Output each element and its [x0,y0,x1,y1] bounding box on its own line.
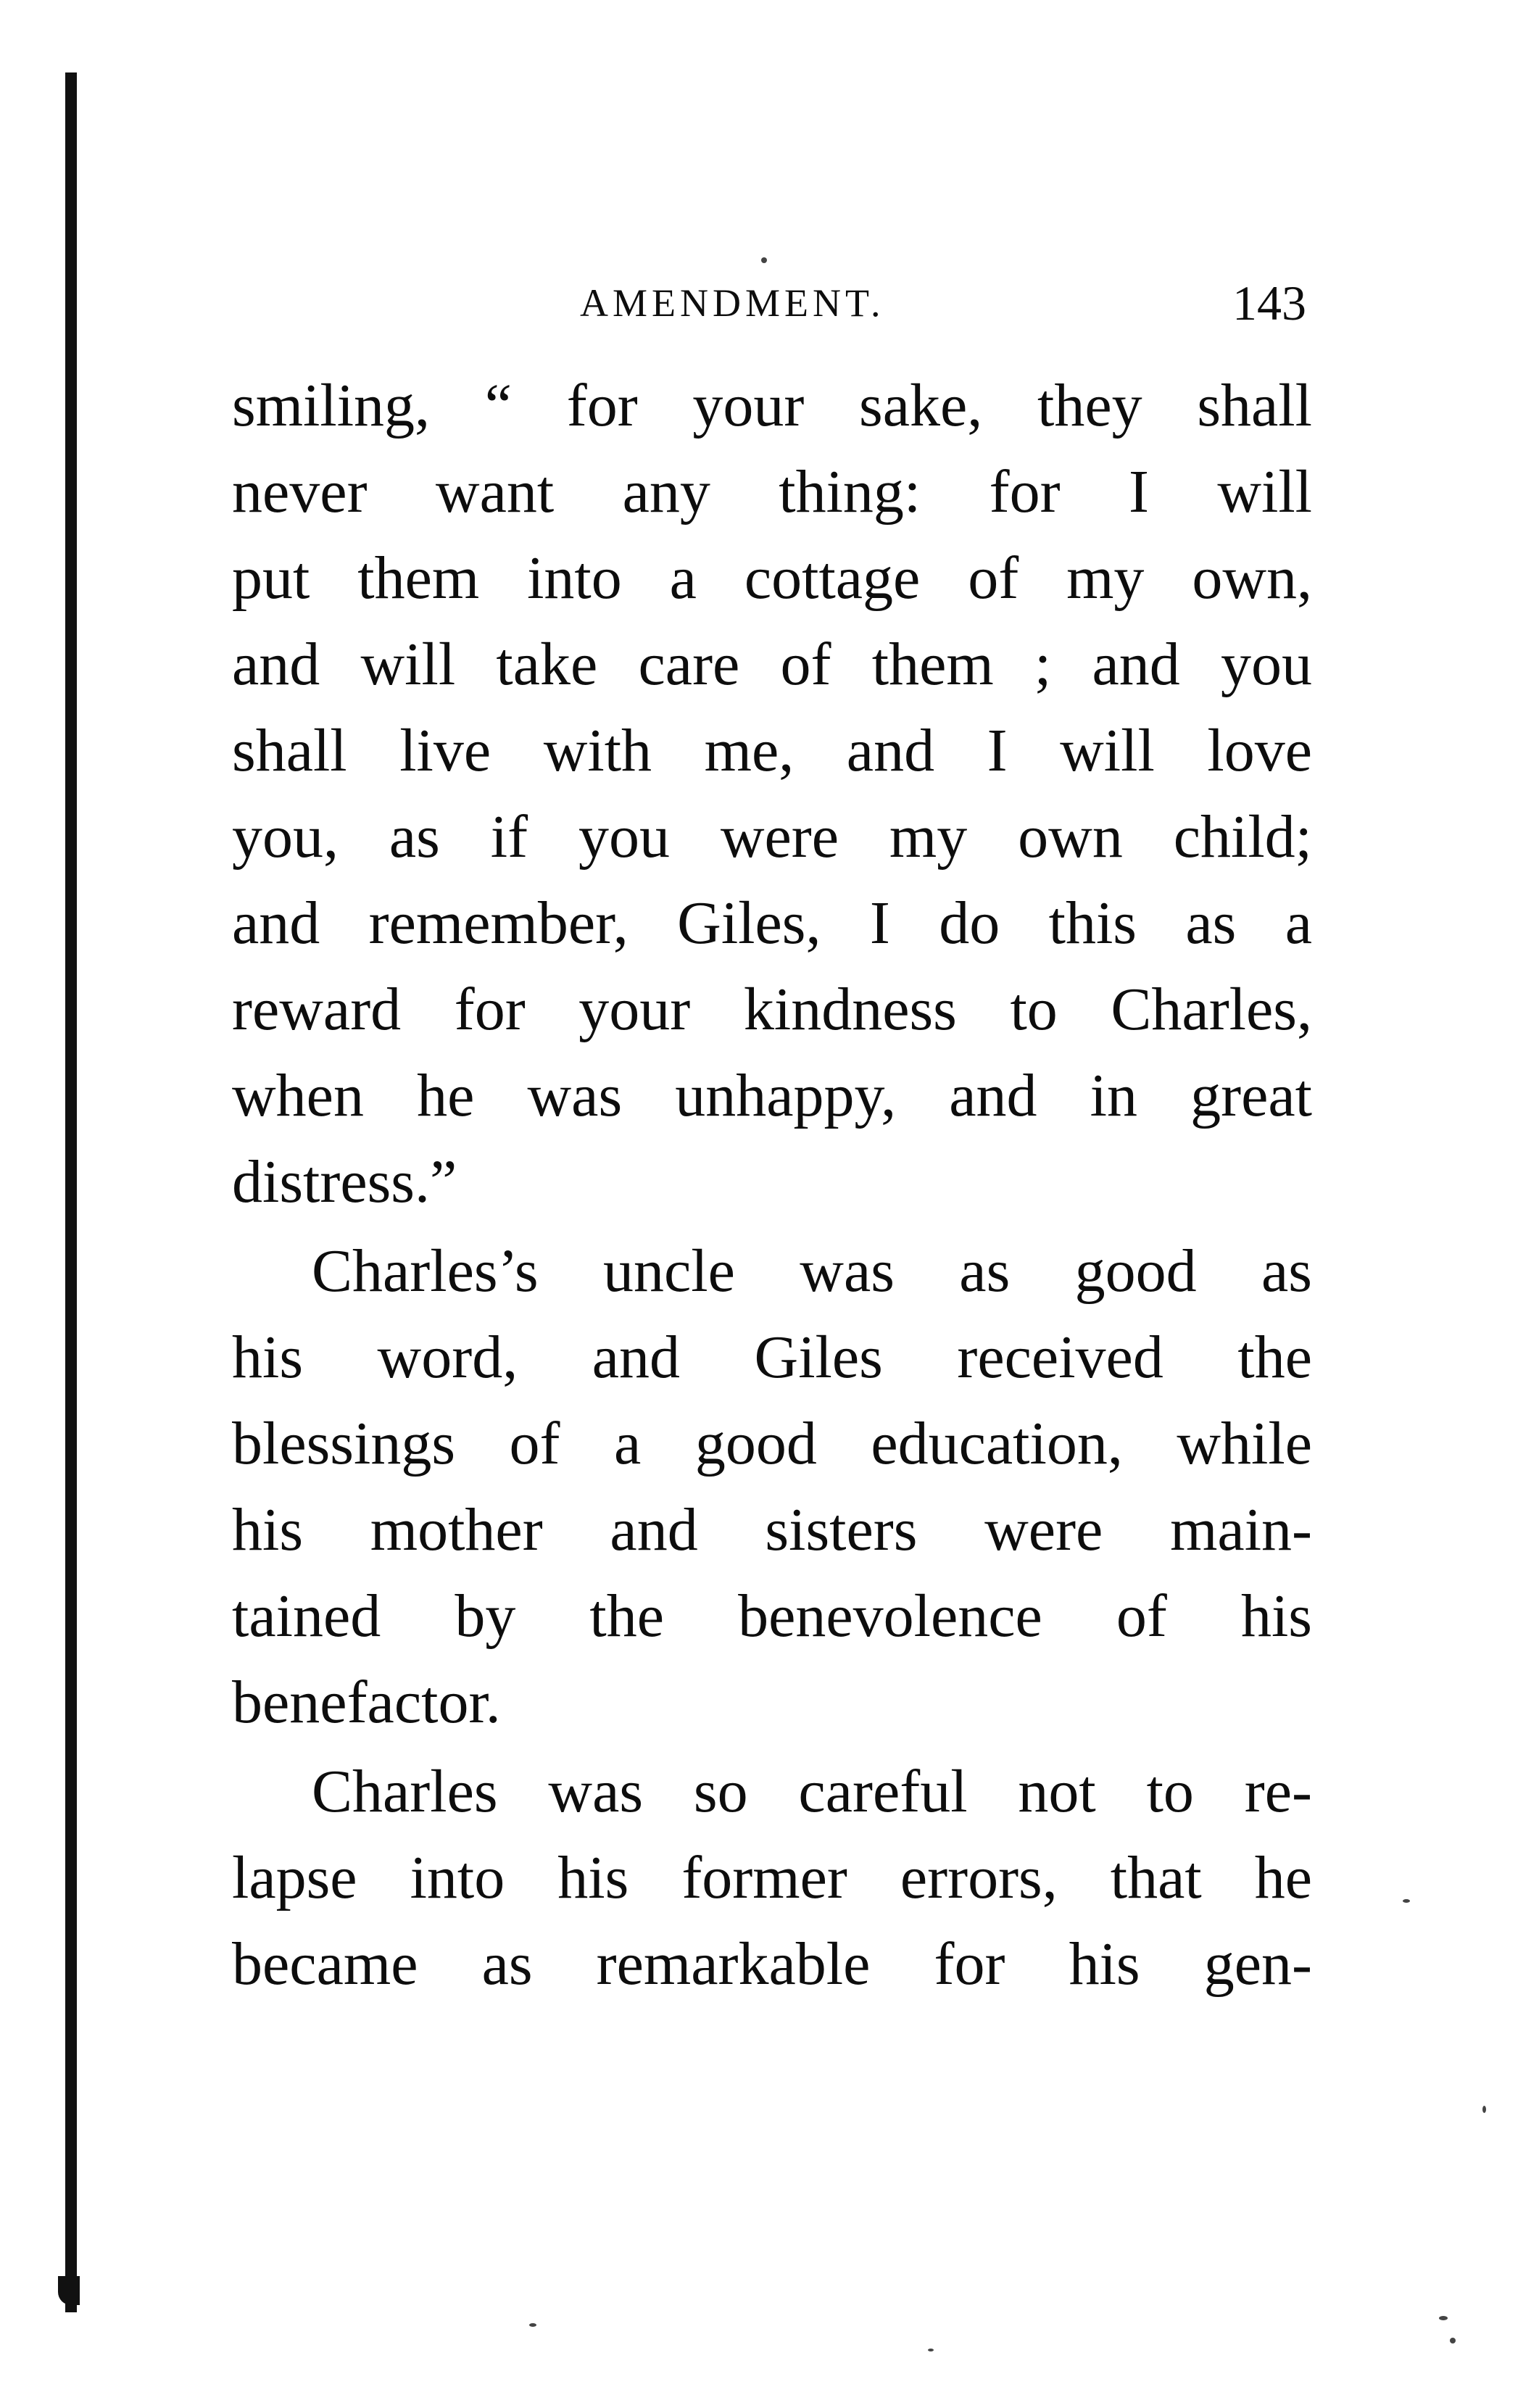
text-line: distress.” [232,1148,457,1216]
text-line: lapse into his former errors, that he [232,1844,1312,1911]
text-line: reward for your kindness to Charles, [232,976,1312,1043]
scan-speck [761,257,767,263]
text-line: tained by the benevolence of his [232,1582,1312,1650]
scan-speck [1403,1899,1410,1903]
scan-speck [928,2349,934,2351]
text-line: his word, and Giles received the [232,1324,1312,1391]
page-number: 143 [1232,275,1306,331]
text-line: and will take care of them ; and you [232,631,1312,698]
paragraph-2 [232,1228,1312,1745]
scan-speck [529,2323,536,2327]
text-line: became as remarkable for his gen- [232,1930,1312,1998]
paragraph-1 [232,362,1312,1225]
text-line: benefactor. [232,1669,501,1736]
text-line: when he was unhappy, and in great [232,1062,1312,1129]
text-line: shall live with me, and I will love [232,717,1312,784]
text-line: smiling, “ for your sake, they shall [232,372,1312,439]
text-line: put them into a cottage of my own, [232,544,1312,612]
text-line: never want any thing: for I will [232,458,1312,526]
binding-rule-end [58,2276,80,2305]
text-line: his mother and sisters were main- [232,1496,1312,1564]
scan-speck [1450,2338,1456,2343]
page-header [580,274,1306,332]
text-line: Charles was so careful not to re- [312,1758,1312,1825]
text-line: and remember, Giles, I do this as a [232,889,1312,957]
body-text [232,362,1312,2007]
text-line: you, as if you were my own child; [232,803,1312,871]
scan-speck [1482,2106,1486,2113]
running-title: AMENDMENT. [580,281,885,325]
scan-speck [1439,2316,1448,2320]
text-line: Charles’s uncle was as good as [312,1237,1312,1305]
text-line: blessings of a good education, while [232,1410,1312,1477]
paragraph-3 [232,1748,1312,2007]
binding-rule [65,72,77,2312]
